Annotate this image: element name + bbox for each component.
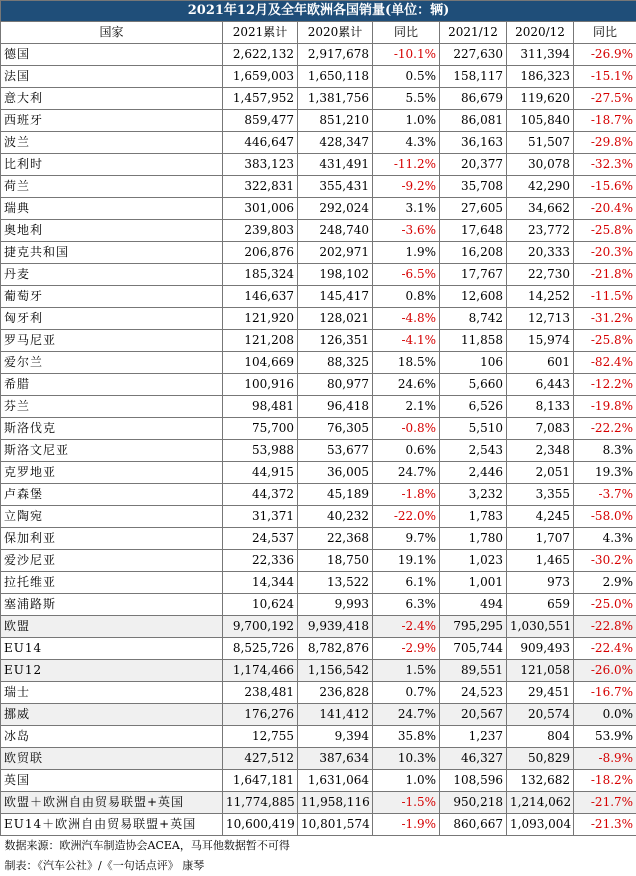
col-header-2021-12: 2021/12: [440, 22, 507, 44]
yoy-cell: 0.5%: [373, 66, 440, 88]
value-cell: 10,600,419: [223, 814, 298, 836]
value-cell: 3,232: [440, 484, 507, 506]
yoy-cell: -3.7%: [574, 484, 636, 506]
value-cell: 1,001: [440, 572, 507, 594]
value-cell: 8,742: [440, 308, 507, 330]
value-cell: 46,327: [440, 748, 507, 770]
value-cell: 206,876: [223, 242, 298, 264]
value-cell: 106: [440, 352, 507, 374]
value-cell: 427,512: [223, 748, 298, 770]
value-cell: 158,117: [440, 66, 507, 88]
yoy-cell: -15.1%: [574, 66, 636, 88]
country-cell: 西班牙: [1, 110, 223, 132]
yoy-cell: -18.2%: [574, 770, 636, 792]
value-cell: 236,828: [298, 682, 373, 704]
value-cell: 1,783: [440, 506, 507, 528]
value-cell: 24,523: [440, 682, 507, 704]
value-cell: 100,916: [223, 374, 298, 396]
yoy-cell: 1.0%: [373, 110, 440, 132]
yoy-cell: -31.2%: [574, 308, 636, 330]
header-row: [1, 22, 636, 44]
value-cell: 431,491: [298, 154, 373, 176]
yoy-cell: 2.9%: [574, 572, 636, 594]
yoy-cell: -58.0%: [574, 506, 636, 528]
yoy-cell: 18.5%: [373, 352, 440, 374]
yoy-cell: 8.3%: [574, 440, 636, 462]
col-header-2020-12: 2020/12: [507, 22, 574, 44]
table-row: [1, 594, 636, 616]
yoy-cell: 1.5%: [373, 660, 440, 682]
yoy-cell: -8.9%: [574, 748, 636, 770]
value-cell: 145,417: [298, 286, 373, 308]
yoy-cell: -6.5%: [373, 264, 440, 286]
yoy-cell: -26.9%: [574, 44, 636, 66]
yoy-cell: -1.9%: [373, 814, 440, 836]
country-cell: 保加利亚: [1, 528, 223, 550]
value-cell: 141,412: [298, 704, 373, 726]
yoy-cell: -16.7%: [574, 682, 636, 704]
country-cell: 英国: [1, 770, 223, 792]
value-cell: 30,078: [507, 154, 574, 176]
country-cell: 瑞士: [1, 682, 223, 704]
value-cell: 98,481: [223, 396, 298, 418]
value-cell: 2,446: [440, 462, 507, 484]
value-cell: 105,840: [507, 110, 574, 132]
value-cell: 20,333: [507, 242, 574, 264]
value-cell: 1,457,952: [223, 88, 298, 110]
value-cell: 89,551: [440, 660, 507, 682]
yoy-cell: -4.8%: [373, 308, 440, 330]
table-row: [1, 198, 636, 220]
value-cell: 2,348: [507, 440, 574, 462]
table-row: [1, 176, 636, 198]
country-cell: 匈牙利: [1, 308, 223, 330]
yoy-cell: -1.8%: [373, 484, 440, 506]
value-cell: 659: [507, 594, 574, 616]
value-cell: 53,677: [298, 440, 373, 462]
value-cell: 185,324: [223, 264, 298, 286]
yoy-cell: -11.2%: [373, 154, 440, 176]
value-cell: 11,958,116: [298, 792, 373, 814]
country-cell: 意大利: [1, 88, 223, 110]
value-cell: 12,608: [440, 286, 507, 308]
value-cell: 146,637: [223, 286, 298, 308]
country-cell: 荷兰: [1, 176, 223, 198]
value-cell: 1,214,062: [507, 792, 574, 814]
yoy-cell: 53.9%: [574, 726, 636, 748]
value-cell: 20,377: [440, 154, 507, 176]
country-cell: 葡萄牙: [1, 286, 223, 308]
yoy-cell: -4.1%: [373, 330, 440, 352]
value-cell: 23,772: [507, 220, 574, 242]
table-row: [1, 726, 636, 748]
yoy-cell: -12.2%: [574, 374, 636, 396]
value-cell: 383,123: [223, 154, 298, 176]
value-cell: 11,774,885: [223, 792, 298, 814]
country-cell: 奥地利: [1, 220, 223, 242]
value-cell: 34,662: [507, 198, 574, 220]
yoy-cell: 4.3%: [574, 528, 636, 550]
yoy-cell: -22.4%: [574, 638, 636, 660]
table-row: [1, 396, 636, 418]
value-cell: 121,058: [507, 660, 574, 682]
table-row: [1, 352, 636, 374]
value-cell: 494: [440, 594, 507, 616]
value-cell: 36,163: [440, 132, 507, 154]
yoy-cell: -21.3%: [574, 814, 636, 836]
value-cell: 10,624: [223, 594, 298, 616]
value-cell: 795,295: [440, 616, 507, 638]
yoy-cell: -22.8%: [574, 616, 636, 638]
value-cell: 76,305: [298, 418, 373, 440]
yoy-cell: 0.8%: [373, 286, 440, 308]
value-cell: 9,700,192: [223, 616, 298, 638]
value-cell: 128,021: [298, 308, 373, 330]
value-cell: 2,051: [507, 462, 574, 484]
value-cell: 446,647: [223, 132, 298, 154]
value-cell: 88,325: [298, 352, 373, 374]
value-cell: 1,650,118: [298, 66, 373, 88]
value-cell: 50,829: [507, 748, 574, 770]
yoy-cell: -2.9%: [373, 638, 440, 660]
value-cell: 17,767: [440, 264, 507, 286]
country-cell: 丹麦: [1, 264, 223, 286]
yoy-cell: 1.0%: [373, 770, 440, 792]
country-cell: 爱沙尼亚: [1, 550, 223, 572]
col-header-2020-ytd: 2020累计: [298, 22, 373, 44]
country-cell: 立陶宛: [1, 506, 223, 528]
yoy-cell: -21.8%: [574, 264, 636, 286]
table-row: [1, 462, 636, 484]
value-cell: 36,005: [298, 462, 373, 484]
value-cell: 9,939,418: [298, 616, 373, 638]
value-cell: 18,750: [298, 550, 373, 572]
yoy-cell: -2.4%: [373, 616, 440, 638]
yoy-cell: -25.8%: [574, 220, 636, 242]
table-row: [1, 506, 636, 528]
table-row: [1, 286, 636, 308]
table-row: [1, 748, 636, 770]
value-cell: 40,232: [298, 506, 373, 528]
yoy-cell: -19.8%: [574, 396, 636, 418]
value-cell: 1,647,181: [223, 770, 298, 792]
value-cell: 6,443: [507, 374, 574, 396]
value-cell: 24,537: [223, 528, 298, 550]
table-row: [1, 792, 636, 814]
value-cell: 20,574: [507, 704, 574, 726]
table-row: [1, 88, 636, 110]
value-cell: 6,526: [440, 396, 507, 418]
value-cell: 2,917,678: [298, 44, 373, 66]
value-cell: 3,355: [507, 484, 574, 506]
yoy-cell: -30.2%: [574, 550, 636, 572]
value-cell: 322,831: [223, 176, 298, 198]
yoy-cell: -21.7%: [574, 792, 636, 814]
yoy-cell: 0.0%: [574, 704, 636, 726]
country-cell: 欧盟: [1, 616, 223, 638]
value-cell: 29,451: [507, 682, 574, 704]
value-cell: 202,971: [298, 242, 373, 264]
value-cell: 8,782,876: [298, 638, 373, 660]
yoy-cell: 6.3%: [373, 594, 440, 616]
country-cell: 瑞典: [1, 198, 223, 220]
yoy-cell: -22.2%: [574, 418, 636, 440]
value-cell: 9,394: [298, 726, 373, 748]
country-cell: 克罗地亚: [1, 462, 223, 484]
value-cell: 86,679: [440, 88, 507, 110]
value-cell: 22,368: [298, 528, 373, 550]
yoy-cell: 24.7%: [373, 462, 440, 484]
yoy-cell: 9.7%: [373, 528, 440, 550]
value-cell: 80,977: [298, 374, 373, 396]
value-cell: 1,093,004: [507, 814, 574, 836]
country-cell: 捷克共和国: [1, 242, 223, 264]
value-cell: 9,993: [298, 594, 373, 616]
value-cell: 909,493: [507, 638, 574, 660]
col-header-2021-ytd: 2021累计: [223, 22, 298, 44]
value-cell: 12,755: [223, 726, 298, 748]
yoy-cell: -15.6%: [574, 176, 636, 198]
country-cell: 比利时: [1, 154, 223, 176]
value-cell: 16,208: [440, 242, 507, 264]
value-cell: 44,915: [223, 462, 298, 484]
col-header-month-yoy: 同比: [574, 22, 636, 44]
yoy-cell: 19.3%: [574, 462, 636, 484]
table-row: [1, 308, 636, 330]
table-row: [1, 440, 636, 462]
value-cell: 176,276: [223, 704, 298, 726]
yoy-cell: 5.5%: [373, 88, 440, 110]
yoy-cell: -29.8%: [574, 132, 636, 154]
yoy-cell: -20.4%: [574, 198, 636, 220]
country-cell: 斯洛伐克: [1, 418, 223, 440]
footer-author: 制表：《汽车公社》/《一句话点评》 康琴: [1, 856, 636, 876]
value-cell: 292,024: [298, 198, 373, 220]
table-row: [1, 770, 636, 792]
value-cell: 121,920: [223, 308, 298, 330]
table-row: [1, 660, 636, 682]
value-cell: 15,974: [507, 330, 574, 352]
value-cell: 355,431: [298, 176, 373, 198]
value-cell: 14,344: [223, 572, 298, 594]
value-cell: 14,252: [507, 286, 574, 308]
yoy-cell: -26.0%: [574, 660, 636, 682]
country-cell: EU14: [1, 638, 223, 660]
value-cell: 10,801,574: [298, 814, 373, 836]
table-row: [1, 132, 636, 154]
country-cell: 拉托维亚: [1, 572, 223, 594]
value-cell: 950,218: [440, 792, 507, 814]
value-cell: 1,156,542: [298, 660, 373, 682]
yoy-cell: -10.1%: [373, 44, 440, 66]
yoy-cell: -25.8%: [574, 330, 636, 352]
value-cell: 22,730: [507, 264, 574, 286]
country-cell: EU14＋欧洲自由贸易联盟+英国: [1, 814, 223, 836]
value-cell: 1,030,551: [507, 616, 574, 638]
table-row: [1, 154, 636, 176]
value-cell: 804: [507, 726, 574, 748]
yoy-cell: -3.6%: [373, 220, 440, 242]
value-cell: 601: [507, 352, 574, 374]
country-cell: 爱尔兰: [1, 352, 223, 374]
yoy-cell: 19.1%: [373, 550, 440, 572]
table-row: [1, 484, 636, 506]
table-row: [1, 418, 636, 440]
table-row: [1, 814, 636, 836]
value-cell: 31,371: [223, 506, 298, 528]
value-cell: 42,290: [507, 176, 574, 198]
table-title: 2021年12月及全年欧洲各国销量(单位：辆): [1, 1, 636, 22]
table-row: [1, 330, 636, 352]
yoy-cell: -22.0%: [373, 506, 440, 528]
value-cell: 1,707: [507, 528, 574, 550]
value-cell: 705,744: [440, 638, 507, 660]
value-cell: 1,780: [440, 528, 507, 550]
yoy-cell: 4.3%: [373, 132, 440, 154]
value-cell: 22,336: [223, 550, 298, 572]
value-cell: 104,669: [223, 352, 298, 374]
yoy-cell: -82.4%: [574, 352, 636, 374]
value-cell: 53,988: [223, 440, 298, 462]
country-cell: 罗马尼亚: [1, 330, 223, 352]
value-cell: 20,567: [440, 704, 507, 726]
country-cell: 德国: [1, 44, 223, 66]
value-cell: 1,659,003: [223, 66, 298, 88]
country-cell: 欧盟＋欧洲自由贸易联盟+英国: [1, 792, 223, 814]
value-cell: 238,481: [223, 682, 298, 704]
yoy-cell: 0.6%: [373, 440, 440, 462]
table-row: [1, 572, 636, 594]
value-cell: 119,620: [507, 88, 574, 110]
value-cell: 45,189: [298, 484, 373, 506]
yoy-cell: -11.5%: [574, 286, 636, 308]
table-row: [1, 682, 636, 704]
table-row: [1, 616, 636, 638]
value-cell: 1,465: [507, 550, 574, 572]
value-cell: 27,605: [440, 198, 507, 220]
yoy-cell: -0.8%: [373, 418, 440, 440]
value-cell: 126,351: [298, 330, 373, 352]
value-cell: 428,347: [298, 132, 373, 154]
value-cell: 301,006: [223, 198, 298, 220]
value-cell: 859,477: [223, 110, 298, 132]
value-cell: 35,708: [440, 176, 507, 198]
value-cell: 7,083: [507, 418, 574, 440]
value-cell: 239,803: [223, 220, 298, 242]
value-cell: 248,740: [298, 220, 373, 242]
value-cell: 96,418: [298, 396, 373, 418]
value-cell: 4,245: [507, 506, 574, 528]
value-cell: 11,858: [440, 330, 507, 352]
value-cell: 5,660: [440, 374, 507, 396]
value-cell: 121,208: [223, 330, 298, 352]
value-cell: 227,630: [440, 44, 507, 66]
col-header-ytd-yoy: 同比: [373, 22, 440, 44]
col-header-country: 国家: [1, 22, 223, 44]
yoy-cell: 35.8%: [373, 726, 440, 748]
yoy-cell: 1.9%: [373, 242, 440, 264]
value-cell: 5,510: [440, 418, 507, 440]
yoy-cell: -18.7%: [574, 110, 636, 132]
value-cell: 17,648: [440, 220, 507, 242]
table-row: [1, 550, 636, 572]
value-cell: 1,631,064: [298, 770, 373, 792]
country-cell: EU12: [1, 660, 223, 682]
country-cell: 波兰: [1, 132, 223, 154]
value-cell: 860,667: [440, 814, 507, 836]
value-cell: 387,634: [298, 748, 373, 770]
value-cell: 1,237: [440, 726, 507, 748]
footer-source: 数据来源：欧洲汽车制造协会ACEA，马耳他数据暂不可得: [1, 836, 636, 857]
value-cell: 311,394: [507, 44, 574, 66]
country-cell: 法国: [1, 66, 223, 88]
value-cell: 12,713: [507, 308, 574, 330]
value-cell: 1,381,756: [298, 88, 373, 110]
table-row: [1, 242, 636, 264]
yoy-cell: -20.3%: [574, 242, 636, 264]
country-cell: 希腊: [1, 374, 223, 396]
yoy-cell: -27.5%: [574, 88, 636, 110]
country-cell: 冰岛: [1, 726, 223, 748]
yoy-cell: 0.7%: [373, 682, 440, 704]
country-cell: 欧贸联: [1, 748, 223, 770]
country-cell: 塞浦路斯: [1, 594, 223, 616]
table-row: [1, 638, 636, 660]
table-row: [1, 704, 636, 726]
value-cell: 8,525,726: [223, 638, 298, 660]
yoy-cell: 24.6%: [373, 374, 440, 396]
country-cell: 挪威: [1, 704, 223, 726]
table-row: [1, 264, 636, 286]
table-row: [1, 66, 636, 88]
value-cell: 973: [507, 572, 574, 594]
value-cell: 51,507: [507, 132, 574, 154]
value-cell: 44,372: [223, 484, 298, 506]
value-cell: 2,622,132: [223, 44, 298, 66]
yoy-cell: -1.5%: [373, 792, 440, 814]
value-cell: 8,133: [507, 396, 574, 418]
value-cell: 851,210: [298, 110, 373, 132]
table-row: [1, 528, 636, 550]
value-cell: 198,102: [298, 264, 373, 286]
table-row: [1, 110, 636, 132]
yoy-cell: -25.0%: [574, 594, 636, 616]
table-row: [1, 374, 636, 396]
country-cell: 斯洛文尼亚: [1, 440, 223, 462]
yoy-cell: -32.3%: [574, 154, 636, 176]
yoy-cell: -9.2%: [373, 176, 440, 198]
value-cell: 86,081: [440, 110, 507, 132]
value-cell: 108,596: [440, 770, 507, 792]
table-row: [1, 220, 636, 242]
value-cell: 1,174,466: [223, 660, 298, 682]
yoy-cell: 10.3%: [373, 748, 440, 770]
value-cell: 2,543: [440, 440, 507, 462]
value-cell: 1,023: [440, 550, 507, 572]
yoy-cell: 3.1%: [373, 198, 440, 220]
table-row: [1, 44, 636, 66]
yoy-cell: 24.7%: [373, 704, 440, 726]
value-cell: 186,323: [507, 66, 574, 88]
value-cell: 75,700: [223, 418, 298, 440]
yoy-cell: 2.1%: [373, 396, 440, 418]
yoy-cell: 6.1%: [373, 572, 440, 594]
country-cell: 卢森堡: [1, 484, 223, 506]
value-cell: 132,682: [507, 770, 574, 792]
value-cell: 13,522: [298, 572, 373, 594]
country-cell: 芬兰: [1, 396, 223, 418]
